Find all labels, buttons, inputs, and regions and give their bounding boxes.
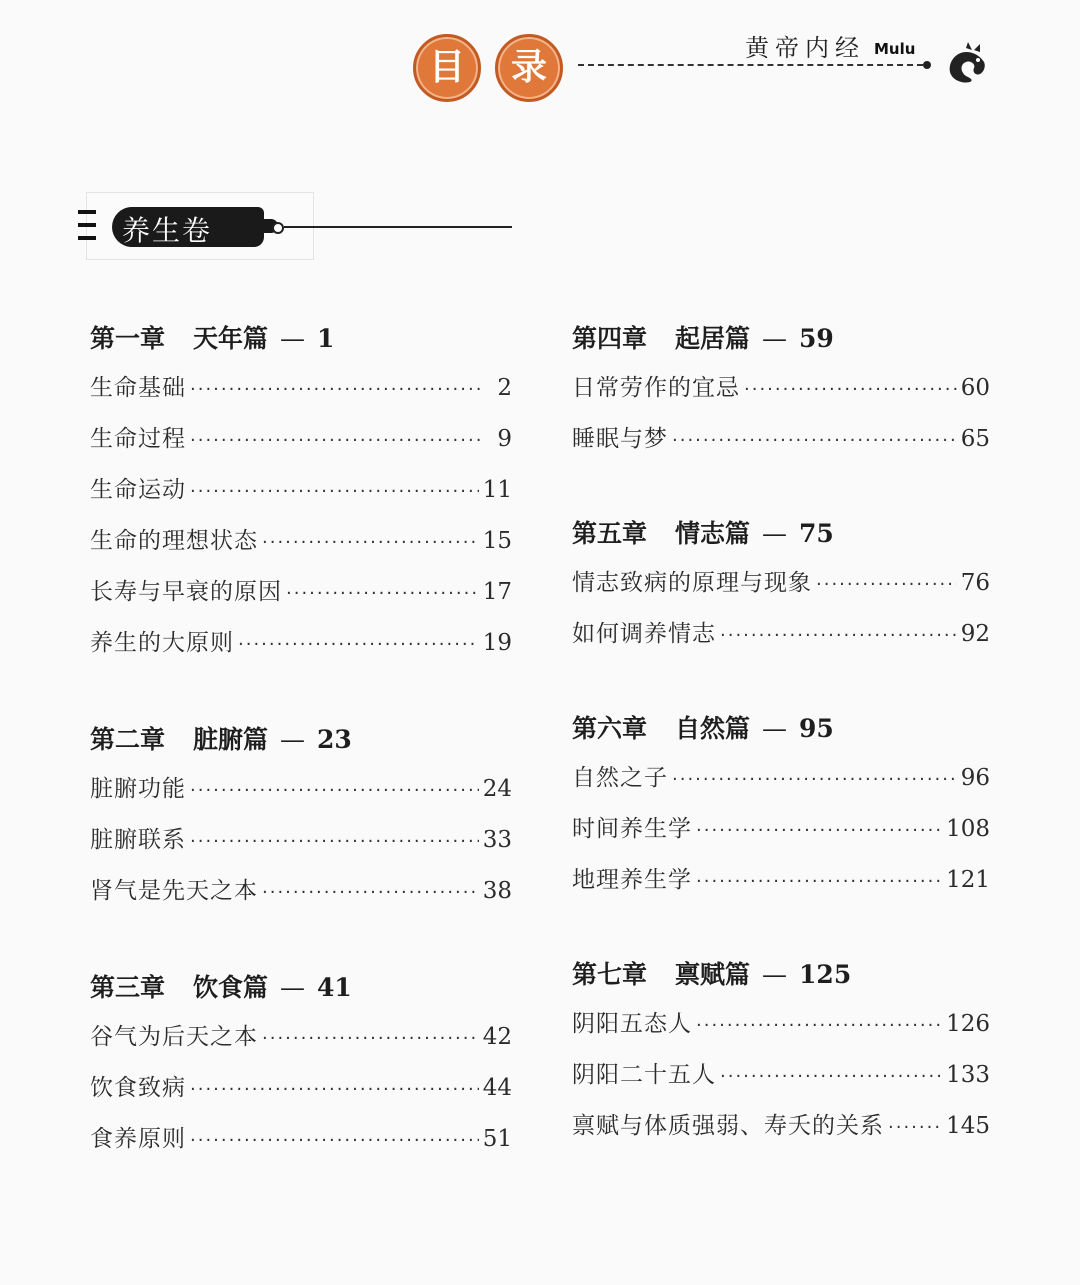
entry-page: 76: [960, 570, 990, 596]
leader-dots: [190, 1064, 479, 1115]
entry-page: 24: [482, 776, 512, 802]
entry-page: 96: [960, 765, 990, 791]
toc-entry[interactable]: [90, 516, 512, 567]
leader-dots: [190, 1115, 479, 1166]
chapter-number: 第三章: [90, 973, 166, 1002]
entry-title: 脏腑联系: [90, 827, 186, 853]
chapter-gap: [572, 660, 990, 705]
toc-entry[interactable]: [572, 804, 990, 855]
chapter-dash: —: [762, 960, 788, 989]
toc-entry[interactable]: [572, 1050, 990, 1101]
entry-title: 阴阳五态人: [572, 1011, 692, 1037]
leader-dots: [816, 559, 957, 610]
entry-page: 121: [946, 867, 990, 893]
chapter-number: 第四章: [572, 324, 648, 353]
toc-entry[interactable]: [572, 363, 990, 414]
toc-entry[interactable]: [572, 753, 990, 804]
chapter-name: 情志篇: [675, 519, 751, 548]
leader-dots: [190, 364, 482, 415]
leader-dots: [190, 466, 479, 517]
leader-dots: [720, 610, 957, 661]
chapter-title[interactable]: [572, 510, 990, 558]
entry-title: 情志致病的原理与现象: [572, 570, 812, 596]
dragon-icon: [944, 42, 990, 86]
chapter-number: 第六章: [572, 714, 648, 743]
toc-entry[interactable]: [572, 414, 990, 465]
leader-dots: [262, 867, 479, 918]
entry-page: 60: [960, 375, 990, 401]
volume-bars-decoration: [78, 210, 96, 244]
chapter-name: 起居篇: [675, 324, 751, 353]
chapter-dash: —: [280, 973, 306, 1002]
entry-page: 17: [482, 579, 512, 605]
header-divider: [578, 64, 923, 66]
entry-page: 133: [946, 1062, 990, 1088]
toc-entry[interactable]: [90, 866, 512, 917]
chapter-title[interactable]: [572, 951, 990, 999]
entry-title: 脏腑功能: [90, 776, 186, 802]
chapter-gap: [572, 465, 990, 510]
entry-page: 65: [960, 426, 990, 452]
entry-page: 92: [960, 621, 990, 647]
entry-title: 阴阳二十五人: [572, 1062, 716, 1088]
chapter-number: 第一章: [90, 324, 166, 353]
entry-title: 生命运动: [90, 477, 186, 503]
title-char-lu: 录: [495, 34, 563, 102]
entry-page: 44: [482, 1075, 512, 1101]
chapter-number: 第五章: [572, 519, 648, 548]
toc-entry[interactable]: [90, 1114, 512, 1165]
volume-line-dot: [272, 222, 284, 234]
toc-entry[interactable]: [572, 999, 990, 1050]
chapter-section: [572, 951, 990, 1152]
entry-page: 108: [946, 816, 990, 842]
chapter-page: 41: [317, 973, 352, 1002]
chapter-dash: —: [762, 714, 788, 743]
entry-title: 食养原则: [90, 1126, 186, 1152]
entry-title: 日常劳作的宜忌: [572, 375, 740, 401]
chapter-section: [572, 315, 990, 465]
chapter-page: 75: [799, 519, 834, 548]
chapter-dash: —: [762, 519, 788, 548]
toc-entry[interactable]: [90, 1063, 512, 1114]
chapter-page: 1: [317, 324, 335, 353]
entry-title: 长寿与早衰的原因: [90, 579, 282, 605]
toc-entry[interactable]: [90, 1012, 512, 1063]
header-divider-dot: [923, 61, 931, 69]
leader-dots: [696, 856, 942, 907]
entry-page: 38: [482, 878, 512, 904]
chapter-dash: —: [762, 324, 788, 353]
chapter-title[interactable]: [90, 315, 512, 363]
entry-page: 145: [946, 1113, 990, 1139]
chapter-section: [90, 716, 512, 917]
toc-entry[interactable]: [90, 764, 512, 815]
toc-entry[interactable]: [90, 815, 512, 866]
entry-title: 肾气是先天之本: [90, 878, 258, 904]
entry-page: 15: [482, 528, 512, 554]
entry-page: 33: [482, 827, 512, 853]
leader-dots: [672, 754, 957, 805]
entry-page: 42: [482, 1024, 512, 1050]
book-title: 黄帝内经: [745, 34, 865, 62]
chapter-gap: [572, 906, 990, 951]
chapter-page: 95: [799, 714, 834, 743]
right-column: [572, 315, 990, 1152]
entry-title: 生命过程: [90, 426, 186, 452]
leader-dots: [238, 619, 479, 670]
entry-title: 自然之子: [572, 765, 668, 791]
entry-title: 睡眠与梦: [572, 426, 668, 452]
chapter-name: 饮食篇: [193, 973, 269, 1002]
toc-entry[interactable]: [572, 558, 990, 609]
toc-entry[interactable]: [572, 855, 990, 906]
chapter-section: [90, 964, 512, 1165]
chapter-section: [572, 705, 990, 906]
chapter-section: [90, 315, 512, 669]
chapter-dash: —: [280, 725, 306, 754]
entry-title: 养生的大原则: [90, 630, 234, 656]
chapter-gap: [90, 917, 512, 964]
toc-entry[interactable]: [90, 414, 512, 465]
volume-line: [284, 226, 512, 228]
entry-title: 谷气为后天之本: [90, 1024, 258, 1050]
chapter-name: 脏腑篇: [193, 725, 269, 754]
entry-page: 19: [482, 630, 512, 656]
entry-page: 126: [946, 1011, 990, 1037]
entry-title: 生命基础: [90, 375, 186, 401]
toc-entry[interactable]: [90, 567, 512, 618]
chapter-dash: —: [280, 324, 306, 353]
chapter-title[interactable]: [572, 705, 990, 753]
entry-title: 地理养生学: [572, 867, 692, 893]
chapter-title[interactable]: [90, 716, 512, 764]
entry-title: 生命的理想状态: [90, 528, 258, 554]
chapter-gap: [90, 669, 512, 716]
toc-entry[interactable]: [572, 609, 990, 660]
chapter-page: 23: [317, 725, 352, 754]
chapter-name: 天年篇: [193, 324, 269, 353]
toc-entry[interactable]: [572, 1101, 990, 1152]
chapter-number: 第二章: [90, 725, 166, 754]
leader-dots: [888, 1102, 942, 1153]
chapter-name: 自然篇: [675, 714, 751, 743]
leader-dots: [672, 415, 957, 466]
chapter-title[interactable]: [572, 315, 990, 363]
leader-dots: [744, 364, 957, 415]
mulu-label: Mulu: [874, 40, 916, 58]
chapter-page: 59: [799, 324, 834, 353]
entry-title: 禀赋与体质强弱、寿夭的关系: [572, 1113, 884, 1139]
left-column: [90, 315, 512, 1165]
toc-entry[interactable]: [90, 363, 512, 414]
leader-dots: [262, 1013, 479, 1064]
toc-entry[interactable]: [90, 618, 512, 669]
leader-dots: [190, 816, 479, 867]
entry-title: 如何调养情志: [572, 621, 716, 647]
chapter-number: 第七章: [572, 960, 648, 989]
volume-label: 养生卷: [122, 214, 213, 247]
chapter-name: 禀赋篇: [675, 960, 751, 989]
entry-page: 2: [497, 375, 512, 401]
title-char-mu: 目: [413, 34, 481, 102]
leader-dots: [190, 765, 479, 816]
entry-page: 51: [482, 1126, 512, 1152]
chapter-title[interactable]: [90, 964, 512, 1012]
entry-title: 饮食致病: [90, 1075, 186, 1101]
chapter-page: 125: [799, 960, 852, 989]
toc-entry[interactable]: [90, 465, 512, 516]
entry-page: 11: [482, 477, 512, 503]
leader-dots: [696, 805, 942, 856]
leader-dots: [262, 517, 479, 568]
leader-dots: [696, 1000, 942, 1051]
entry-page: 9: [497, 426, 512, 452]
leader-dots: [286, 568, 479, 619]
leader-dots: [190, 415, 482, 466]
chapter-section: [572, 510, 990, 660]
entry-title: 时间养生学: [572, 816, 692, 842]
leader-dots: [720, 1051, 942, 1102]
